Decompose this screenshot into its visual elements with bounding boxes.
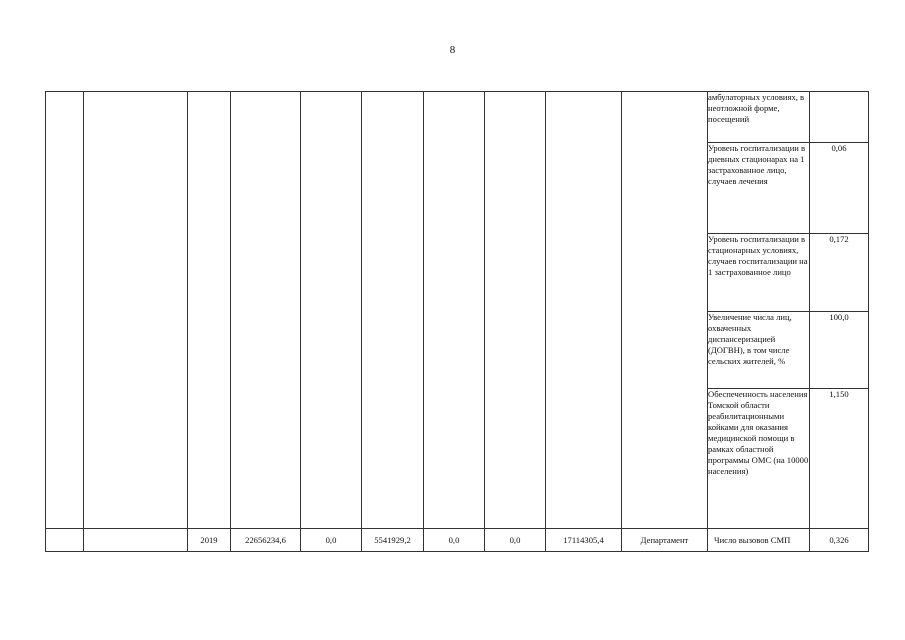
table-row-2019	[46, 529, 869, 552]
page-number: 8	[449, 44, 456, 56]
indicator-cell: Уровень госпитализации в дневных стационарах на 1 застрахованное лицо, случаев лечения	[708, 143, 810, 234]
cell-empty	[188, 92, 231, 529]
table-row	[46, 92, 869, 143]
cell-empty	[46, 529, 84, 552]
year-cell: 2019	[188, 529, 231, 552]
amount-cell: 0,0	[424, 529, 485, 552]
cell-empty	[622, 92, 708, 529]
amount-cell: 0,0	[485, 529, 546, 552]
cell-empty	[231, 92, 301, 529]
total-cell: 22656234,6	[231, 529, 301, 552]
indicator-cell: Увеличение числа лиц, охваченных диспансеризацией (ДОГВН), в том числе сельских жителей, %	[708, 312, 810, 389]
value-cell: 100,0	[810, 312, 869, 389]
program-table	[45, 91, 869, 552]
cell-empty	[84, 92, 188, 529]
cell-empty	[485, 92, 546, 529]
cell-empty	[301, 92, 362, 529]
value-cell: 0,172	[810, 234, 869, 312]
value-cell	[810, 92, 869, 143]
amount-cell: 17114305,4	[546, 529, 622, 552]
amount-cell: 0,0	[301, 529, 362, 552]
value-cell: 1,150	[810, 389, 869, 529]
cell-empty	[424, 92, 485, 529]
indicator-cell: Обеспеченность населения Томской области реабилитационными койками для оказания медицинской помощи в рамках областной программы ОМС (на 10000 населения)	[708, 389, 810, 529]
amount-cell: 5541929,2	[362, 529, 424, 552]
cell-empty	[84, 529, 188, 552]
cell-empty	[546, 92, 622, 529]
value-cell: 0,06	[810, 143, 869, 234]
indicator-cell: амбулаторных условиях, в неотложной форме, посещений	[708, 92, 810, 143]
value-cell: 0,326	[810, 529, 869, 552]
indicator-cell: Число вызовов СМП	[708, 529, 810, 552]
cell-empty	[362, 92, 424, 529]
cell-empty	[46, 92, 84, 529]
executor-cell: Департамент	[622, 529, 708, 552]
indicator-cell: Уровень госпитализации в стационарных условиях, случаев госпитализации на 1 застрахованное лицо	[708, 234, 810, 312]
